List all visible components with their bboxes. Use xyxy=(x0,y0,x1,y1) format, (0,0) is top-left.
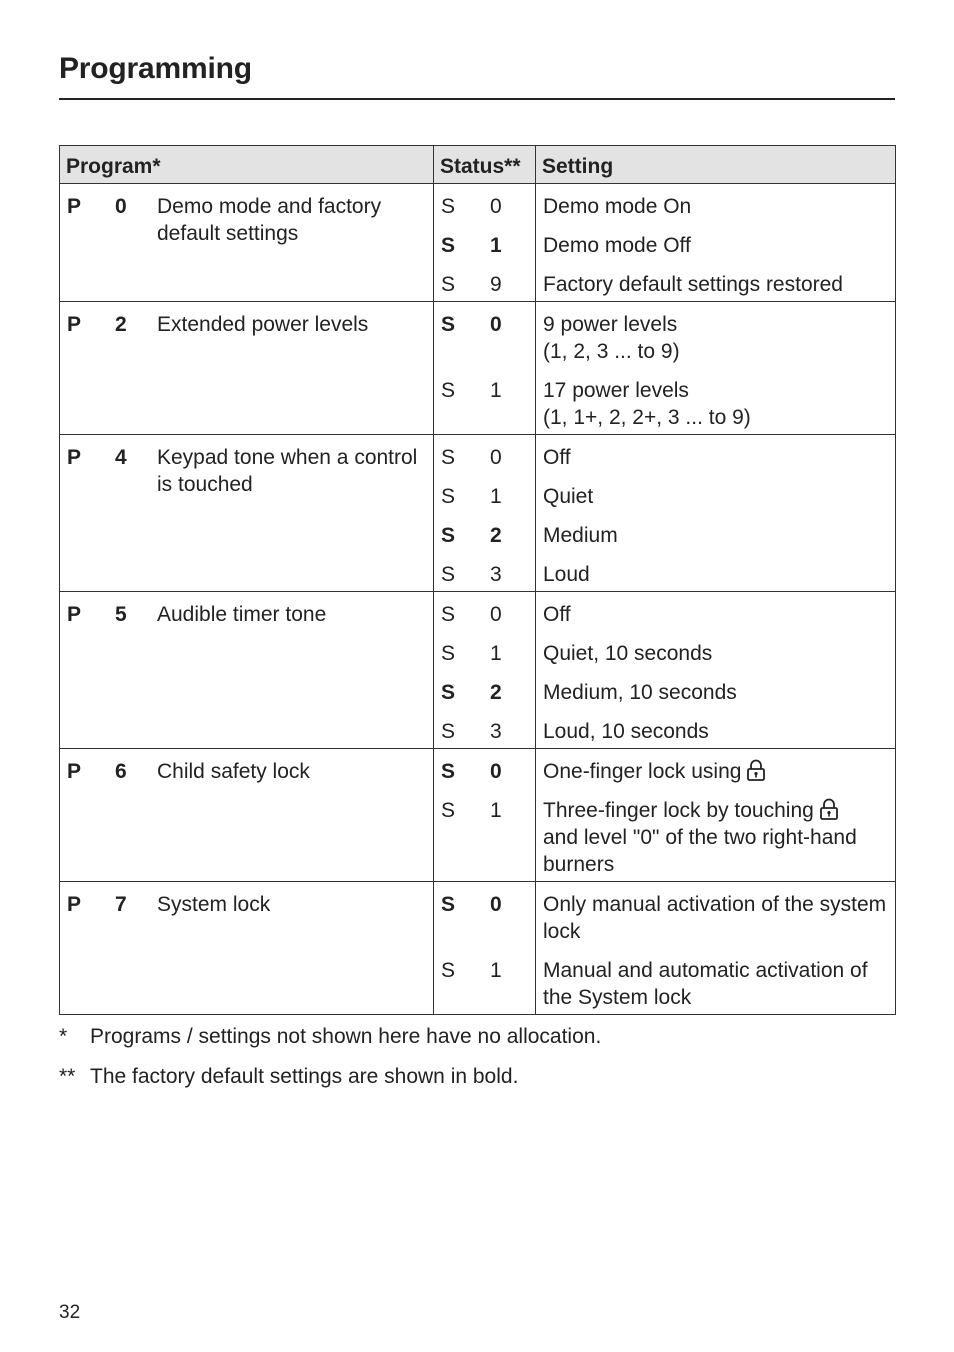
header-setting: Setting xyxy=(536,146,896,184)
footnote-mark: * xyxy=(59,1025,68,1048)
header-status: Status** xyxy=(434,146,536,184)
setting-cell xyxy=(536,592,896,749)
status-option xyxy=(435,522,534,549)
status-value: 0 xyxy=(490,195,502,218)
page-number: 32 xyxy=(59,1302,81,1323)
setting-option xyxy=(537,193,894,220)
status-cell xyxy=(434,302,536,435)
status-option xyxy=(435,377,534,431)
status-option xyxy=(435,758,534,785)
status-cell xyxy=(434,184,536,302)
setting-text: Loud xyxy=(543,563,590,586)
program-letter: P xyxy=(67,893,82,916)
status-letter: S xyxy=(441,720,456,743)
setting-text: One-finger lock using xyxy=(543,760,742,783)
program-description: Keypad tone when a control is touched xyxy=(157,446,418,496)
program-description: Extended power levels xyxy=(157,313,369,336)
status-cell xyxy=(434,435,536,592)
program-cell xyxy=(60,435,434,592)
setting-text: Manual and automatic activation of the System lock xyxy=(543,959,868,1009)
program-letter: P xyxy=(67,195,82,218)
status-value: 3 xyxy=(490,720,502,743)
status-value: 0 xyxy=(490,760,502,783)
status-option xyxy=(435,891,534,945)
footnote-1 xyxy=(59,1025,601,1049)
setting-option xyxy=(537,483,894,510)
setting-option xyxy=(537,311,894,365)
status-letter: S xyxy=(441,799,456,822)
status-cell xyxy=(434,749,536,882)
lock-icon xyxy=(746,759,766,781)
setting-text: Quiet xyxy=(543,485,594,508)
status-option xyxy=(435,561,534,588)
status-option xyxy=(435,193,534,220)
status-cell xyxy=(434,882,536,1015)
setting-option xyxy=(537,377,894,431)
setting-cell xyxy=(536,749,896,882)
status-option xyxy=(435,718,534,745)
setting-option xyxy=(537,444,894,471)
program-number: 4 xyxy=(115,446,127,469)
program-number: 6 xyxy=(115,760,127,783)
status-value: 0 xyxy=(490,893,502,916)
status-option xyxy=(435,271,534,298)
setting-option xyxy=(537,561,894,588)
setting-cell xyxy=(536,302,896,435)
setting-option xyxy=(537,797,894,878)
table-row xyxy=(60,749,896,882)
table-header-row xyxy=(60,146,896,184)
program-number: 2 xyxy=(115,313,127,336)
status-value: 1 xyxy=(490,959,502,982)
lock-icon xyxy=(819,798,839,820)
status-value: 2 xyxy=(490,681,502,704)
setting-text-continued: and level "0" of the two right-hand burners xyxy=(543,826,857,876)
status-letter: S xyxy=(441,603,456,626)
status-cell xyxy=(434,592,536,749)
footnote-mark: ** xyxy=(59,1065,76,1088)
program-number: 0 xyxy=(115,195,127,218)
setting-option xyxy=(537,640,894,667)
status-letter: S xyxy=(441,563,456,586)
status-value: 0 xyxy=(490,446,502,469)
status-value: 0 xyxy=(490,603,502,626)
page-title: Programming xyxy=(59,52,252,85)
status-letter: S xyxy=(441,760,456,783)
setting-text: 17 power levels (1, 1+, 2, 2+, 3 ... to 9) xyxy=(543,379,751,429)
setting-text: Medium xyxy=(543,524,618,547)
table-row xyxy=(60,184,896,302)
table-row xyxy=(60,592,896,749)
setting-option xyxy=(537,679,894,706)
status-value: 9 xyxy=(490,273,502,296)
status-option xyxy=(435,444,534,471)
status-letter: S xyxy=(441,959,456,982)
status-value: 3 xyxy=(490,563,502,586)
table-row xyxy=(60,302,896,435)
status-letter: S xyxy=(441,485,456,508)
status-letter: S xyxy=(441,234,456,257)
status-option xyxy=(435,957,534,1011)
setting-text: Three-finger lock by touching xyxy=(543,799,814,822)
setting-text: Only manual activation of the system lock xyxy=(543,893,887,943)
status-value: 1 xyxy=(490,485,502,508)
setting-option xyxy=(537,522,894,549)
setting-text: Demo mode On xyxy=(543,195,692,218)
status-option xyxy=(435,483,534,510)
setting-option xyxy=(537,891,894,945)
setting-option xyxy=(537,601,894,628)
status-letter: S xyxy=(441,681,456,704)
program-cell xyxy=(60,882,434,1015)
program-letter: P xyxy=(67,603,82,626)
program-description: Child safety lock xyxy=(157,760,310,783)
program-description: System lock xyxy=(157,893,271,916)
setting-text: Off xyxy=(543,446,571,469)
program-description: Audible timer tone xyxy=(157,603,327,626)
program-cell xyxy=(60,184,434,302)
setting-text: Off xyxy=(543,603,571,626)
title-rule xyxy=(59,98,895,100)
footnote-text: Programs / settings not shown here have no allocation. xyxy=(90,1025,602,1048)
setting-text: Demo mode Off xyxy=(543,234,691,257)
footnote-text: The factory default settings are shown in bold. xyxy=(90,1065,519,1088)
setting-cell xyxy=(536,882,896,1015)
status-letter: S xyxy=(441,524,456,547)
status-letter: S xyxy=(441,273,456,296)
setting-text: 9 power levels (1, 2, 3 ... to 9) xyxy=(543,313,680,363)
status-value: 2 xyxy=(490,524,502,547)
status-option xyxy=(435,311,534,365)
program-cell xyxy=(60,592,434,749)
program-number: 7 xyxy=(115,893,127,916)
status-value: 1 xyxy=(490,379,502,402)
status-letter: S xyxy=(441,195,456,218)
setting-option xyxy=(537,957,894,1011)
setting-text: Quiet, 10 seconds xyxy=(543,642,713,665)
program-letter: P xyxy=(67,446,82,469)
status-letter: S xyxy=(441,313,456,336)
status-value: 1 xyxy=(490,799,502,822)
setting-text: Loud, 10 seconds xyxy=(543,720,709,743)
table-row xyxy=(60,882,896,1015)
program-letter: P xyxy=(67,760,82,783)
program-letter: P xyxy=(67,313,82,336)
setting-option xyxy=(537,718,894,745)
status-value: 0 xyxy=(490,313,502,336)
status-option xyxy=(435,601,534,628)
status-option xyxy=(435,797,534,878)
program-cell xyxy=(60,302,434,435)
setting-text: Medium, 10 seconds xyxy=(543,681,737,704)
setting-option xyxy=(537,271,894,298)
table-row xyxy=(60,435,896,592)
program-cell xyxy=(60,749,434,882)
status-option xyxy=(435,679,534,706)
status-letter: S xyxy=(441,379,456,402)
status-letter: S xyxy=(441,642,456,665)
setting-cell xyxy=(536,184,896,302)
footnote-2 xyxy=(59,1065,518,1089)
status-option xyxy=(435,232,534,259)
status-option xyxy=(435,640,534,667)
program-number: 5 xyxy=(115,603,127,626)
setting-option xyxy=(537,758,894,785)
status-value: 1 xyxy=(490,642,502,665)
setting-cell xyxy=(536,435,896,592)
setting-option xyxy=(537,232,894,259)
status-letter: S xyxy=(441,893,456,916)
program-description: Demo mode and factory default settings xyxy=(157,195,382,245)
header-program: Program* xyxy=(60,146,434,184)
status-letter: S xyxy=(441,446,456,469)
table-body xyxy=(60,184,896,1015)
setting-text: Factory default settings restored xyxy=(543,273,843,296)
status-value: 1 xyxy=(490,234,502,257)
programming-table xyxy=(59,145,896,1015)
